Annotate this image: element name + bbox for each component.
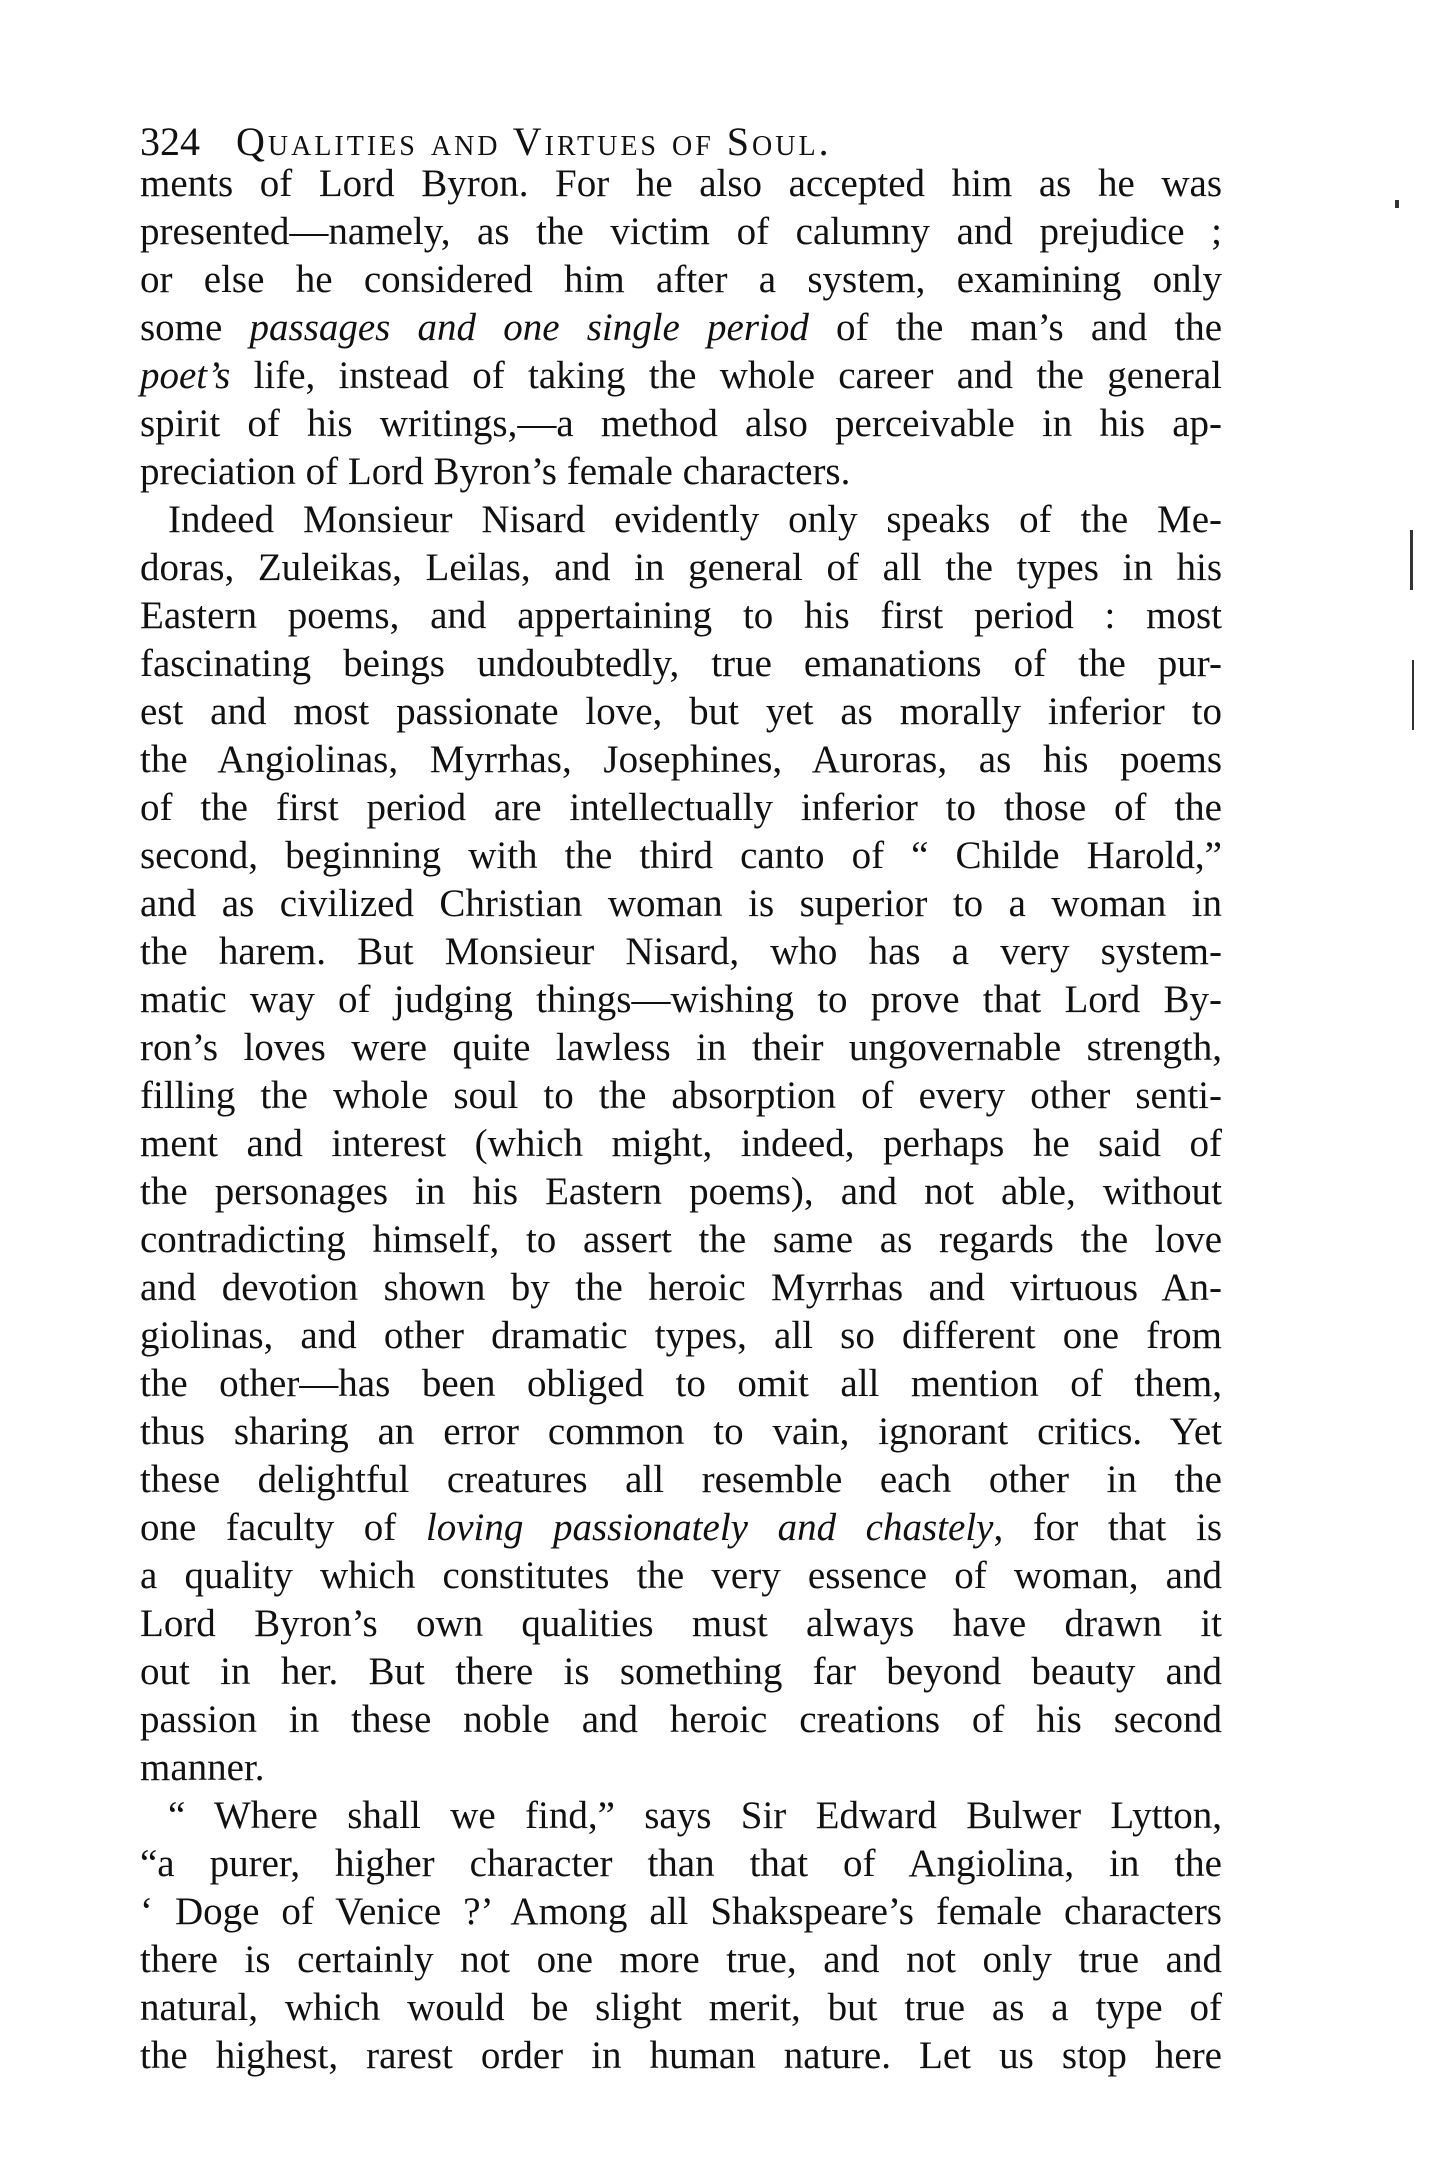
italic-text: passages and one single period	[249, 306, 809, 349]
text-segment: or else he considered him after a system, examining only	[140, 258, 1222, 301]
text-segment: ‘ Doge of Venice ?’ Among all Shakspeare’s female characters	[140, 1890, 1222, 1933]
text-line	[140, 1504, 1222, 1552]
text-line	[140, 1888, 1222, 1936]
text-segment: filling the whole soul to the absorption of every other senti-	[140, 1074, 1222, 1117]
text-line	[140, 1792, 1222, 1840]
text-segment: doras, Zuleikas, Leilas, and in general of all the types in his	[140, 546, 1222, 589]
text-line	[140, 256, 1222, 304]
text-segment: these delightful creatures all resemble each other in the	[140, 1458, 1222, 1501]
page-body-text	[140, 160, 1222, 2080]
italic-text: loving passionately and chastely	[425, 1506, 994, 1549]
text-line	[140, 1024, 1222, 1072]
italic-text: poet’s	[140, 354, 231, 397]
text-segment: manner.	[140, 1746, 265, 1789]
text-segment: the Angiolinas, Myrrhas, Josephines, Auroras, as his poems	[140, 738, 1222, 781]
text-line	[140, 1312, 1222, 1360]
text-segment: , for that is	[993, 1506, 1223, 1549]
text-line	[140, 592, 1222, 640]
text-segment: spirit of his writings,—a method also perceivable in his ap-	[140, 402, 1222, 445]
text-line	[140, 352, 1222, 400]
text-segment: the harem. But Monsieur Nisard, who has a very system-	[140, 930, 1222, 973]
text-segment: life, instead of taking the whole career and the general	[230, 354, 1222, 397]
text-segment: thus sharing an error common to vain, ignorant critics. Yet	[140, 1410, 1222, 1453]
text-line	[140, 1984, 1222, 2032]
page-number: 324	[140, 119, 200, 164]
text-segment: giolinas, and other dramatic types, all so different one from	[140, 1314, 1222, 1357]
text-segment: preciation of Lord Byron’s female characters.	[140, 450, 851, 493]
margin-mark	[1412, 660, 1414, 730]
text-segment: and devotion shown by the heroic Myrrhas and virtuous An-	[140, 1266, 1222, 1309]
text-segment: ment and interest (which might, indeed, perhaps he said of	[140, 1122, 1222, 1165]
text-line	[140, 544, 1222, 592]
text-line	[140, 1360, 1222, 1408]
text-line	[140, 640, 1222, 688]
text-line	[140, 1264, 1222, 1312]
running-title: Qualities and Virtues of Soul.	[236, 119, 832, 164]
text-line	[140, 1216, 1222, 1264]
text-segment: of the man’s and the	[808, 306, 1223, 349]
text-segment: one faculty of	[140, 1506, 426, 1549]
text-line	[140, 160, 1222, 208]
text-line	[140, 1648, 1222, 1696]
text-line	[140, 736, 1222, 784]
text-segment: Eastern poems, and appertaining to his first period : most	[140, 594, 1222, 637]
running-header	[140, 118, 1140, 165]
text-line	[140, 400, 1222, 448]
text-segment: of the first period are intellectually inferior to those of the	[140, 786, 1222, 829]
text-segment: contradicting himself, to assert the same as regards the love	[140, 1218, 1222, 1261]
text-segment: and as civilized Christian woman is superior to a woman in	[140, 882, 1222, 925]
text-line	[140, 976, 1222, 1024]
text-segment: est and most passionate love, but yet as morally inferior to	[140, 690, 1222, 733]
text-segment: ron’s loves were quite lawless in their ungovernable strength,	[140, 1026, 1222, 1069]
text-line	[140, 208, 1222, 256]
text-segment: natural, which would be slight merit, but true as a type of	[140, 1986, 1222, 2029]
text-segment: presented—namely, as the victim of calumny and prejudice ;	[140, 210, 1222, 253]
text-segment: ments of Lord Byron. For he also accepted him as he was	[140, 162, 1222, 205]
text-segment: matic way of judging things—wishing to prove that Lord By-	[140, 978, 1222, 1021]
text-line	[140, 1936, 1222, 1984]
text-line	[140, 496, 1222, 544]
text-line	[140, 1456, 1222, 1504]
text-segment: the highest, rarest order in human nature. Let us stop here	[140, 2034, 1222, 2077]
text-line	[140, 1072, 1222, 1120]
text-segment: second, beginning with the third canto of “ Childe Harold,”	[140, 834, 1222, 877]
text-line	[140, 1696, 1222, 1744]
text-line	[140, 1168, 1222, 1216]
text-line	[140, 1552, 1222, 1600]
text-line	[140, 832, 1222, 880]
text-segment: passion in these noble and heroic creations of his second	[140, 1698, 1222, 1741]
text-segment: some	[140, 306, 250, 349]
text-segment: the personages in his Eastern poems), and not able, without	[140, 1170, 1222, 1213]
text-segment: Lord Byron’s own qualities must always have drawn it	[140, 1602, 1222, 1645]
text-segment: there is certainly not one more true, and not only true and	[140, 1938, 1222, 1981]
text-segment: a quality which constitutes the very essence of woman, and	[140, 1554, 1222, 1597]
text-segment: fascinating beings undoubtedly, true emanations of the pur-	[140, 642, 1222, 685]
text-line	[140, 2032, 1222, 2080]
text-line	[140, 448, 1222, 496]
text-line	[140, 928, 1222, 976]
text-segment: the other—has been obliged to omit all mention of them,	[140, 1362, 1222, 1405]
text-line	[140, 1840, 1222, 1888]
text-segment: “ Where shall we find,” says Sir Edward Bulwer Lytton,	[168, 1794, 1222, 1837]
text-line	[140, 304, 1222, 352]
text-line	[140, 1744, 1222, 1792]
text-line	[140, 880, 1222, 928]
text-line	[140, 1600, 1222, 1648]
text-line	[140, 1408, 1222, 1456]
margin-mark	[1395, 200, 1399, 208]
text-segment: “a purer, higher character than that of Angiolina, in the	[140, 1842, 1222, 1885]
text-segment: out in her. But there is something far beyond beauty and	[140, 1650, 1222, 1693]
text-line	[140, 688, 1222, 736]
margin-mark	[1410, 530, 1413, 590]
text-line	[140, 1120, 1222, 1168]
text-segment: Indeed Monsieur Nisard evidently only speaks of the Me-	[168, 498, 1222, 541]
text-line	[140, 784, 1222, 832]
